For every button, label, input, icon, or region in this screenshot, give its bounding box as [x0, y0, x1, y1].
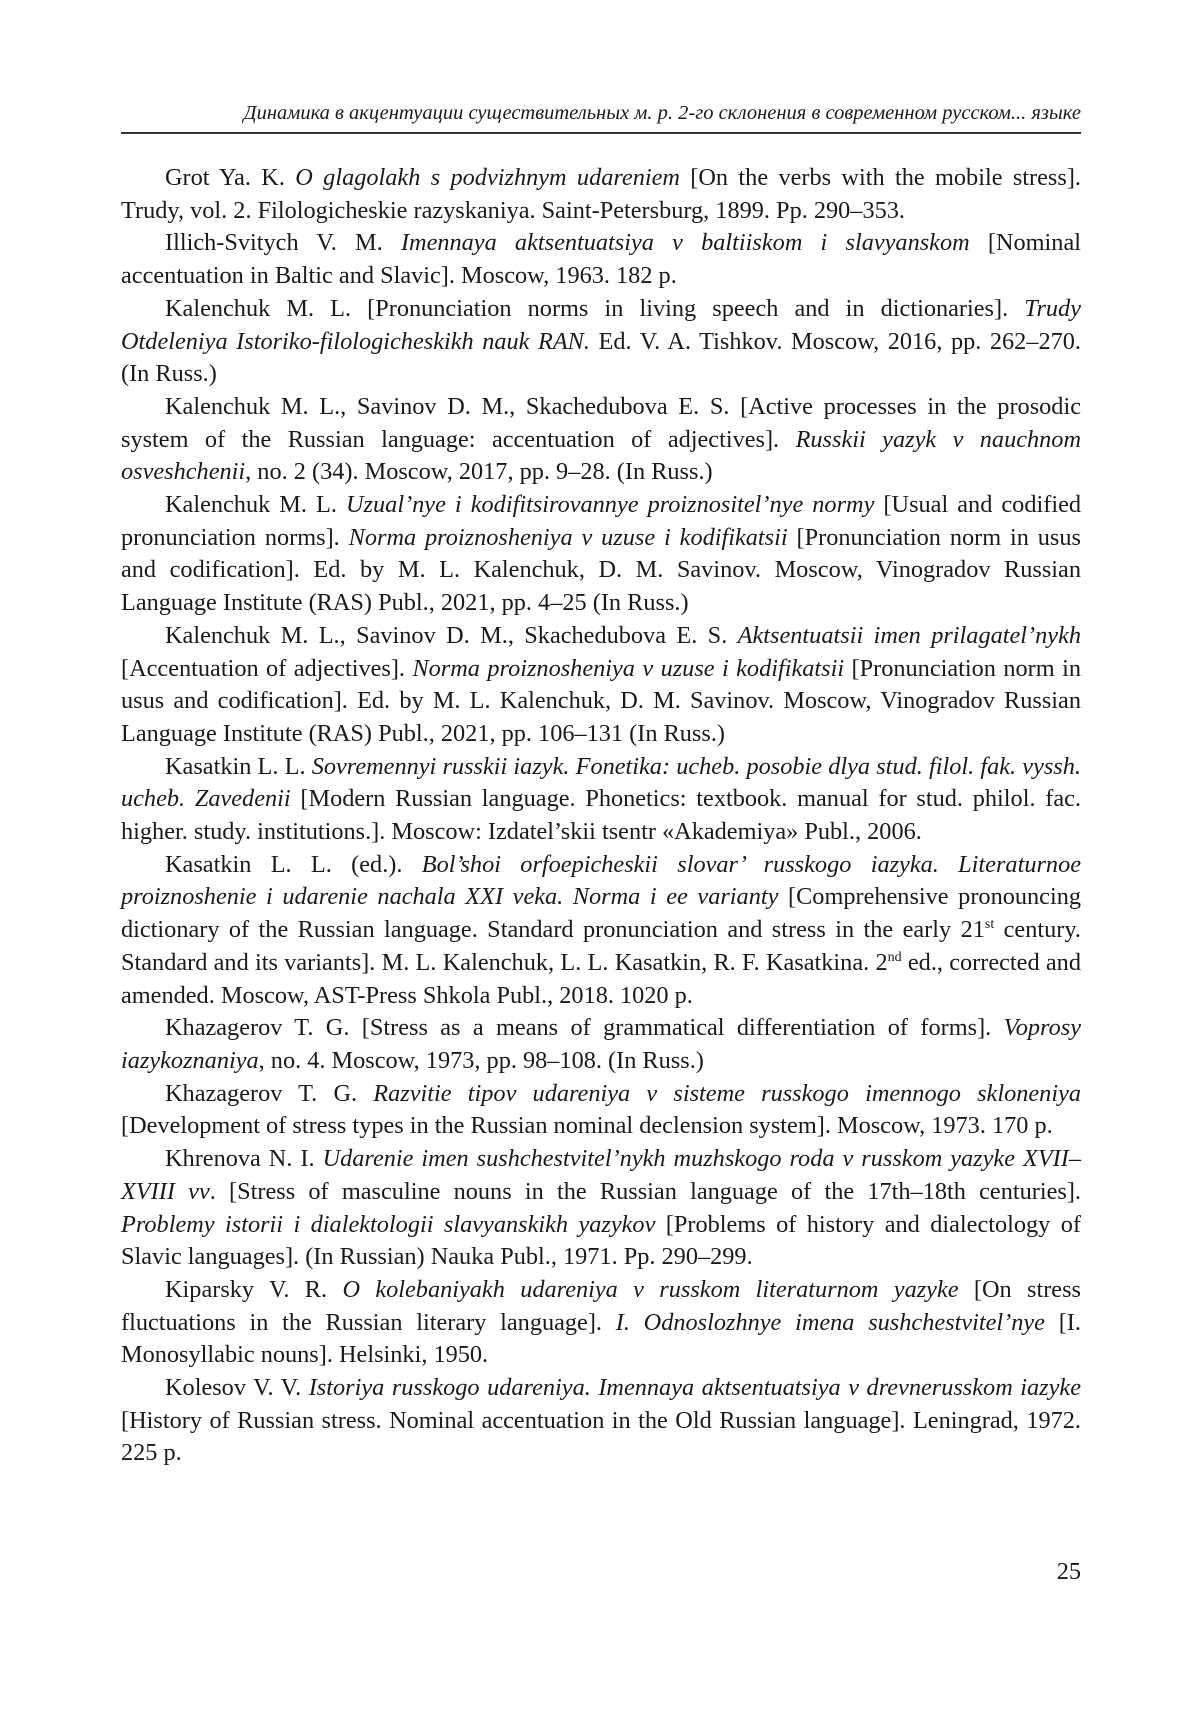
reference-entry [121, 620, 1081, 751]
ref-title: Bol’shoi orfoepicheskii slovar’ russkogo iazyka. Literaturnoe proiznoshenie i udarenie nachala XXI veka. Norma i ee varianty [121, 850, 1081, 911]
ref-title: Sovremennyi russkii iazyk. Fonetika: ucheb. posobie dlya stud. filol. fak. vyssh. ucheb. Zavedenii [121, 752, 1081, 813]
reference-list [121, 162, 1081, 1470]
reference-entry [121, 1012, 1081, 1077]
ref-title: Norma proiznosheniya v uzuse i kodifikatsii [412, 654, 845, 682]
ref-text: [Pronunciation norm in usus and codification]. Ed. by M. L. Kalenchuk, D. M. Savinov. Moscow, Vinogradov Russian Language Institute (RAS) Publ., 2021, pp. 4–25 (In Russ.) [121, 523, 1081, 617]
reference-entry [121, 1372, 1081, 1470]
ref-text: century. Standard and its variants]. M. L. Kalenchuk, L. L. Kasatkin, R. F. Kasatkina. 2 [121, 916, 1081, 976]
reference-entry [121, 1143, 1081, 1274]
ref-text: [Development of stress types in the Russian nominal declension system]. Moscow, 1973. 170 p. [121, 1112, 1053, 1140]
ref-text: [Modern Russian language. Phonetics: textbook. manual for stud. philol. fac. higher. study. institutions.]. Moscow: Izdatel’skii tsentr «Akademiya» Publ., 2006. [121, 785, 1081, 846]
reference-entry [121, 227, 1081, 292]
ref-title: O kolebaniyakh udareniya v russkom literaturnom yazyke [342, 1275, 959, 1303]
ref-text: Khazagerov T. G. [165, 1079, 374, 1107]
ref-title: Uzual’nye i kodifitsirovannye proiznositel’nye normy [346, 491, 875, 519]
reference-entry [121, 162, 1081, 227]
reference-entry [121, 1274, 1081, 1372]
ref-superscript: st [984, 917, 995, 933]
ref-title: Russkii yazyk v nauchnom osveshchenii [121, 425, 1081, 486]
reference-entry [121, 751, 1081, 849]
ref-title: Voprosy iazykoznaniya [121, 1014, 1081, 1074]
ref-title: Razvitie tipov udareniya v sisteme russkogo imennogo skloneniya [373, 1079, 1081, 1107]
ref-text: Ed. V. A. Tishkov. Moscow, 2016, pp. 262–270. (In Russ.) [121, 327, 1081, 388]
page-number: 25 [1056, 1558, 1081, 1585]
ref-title: Imennaya aktsentuatsiya v baltiiskom i slavyanskom [400, 229, 970, 257]
ref-text: Kasatkin L. L. [165, 752, 312, 780]
reference-entry [121, 1078, 1081, 1143]
ref-title: Trudy Otdeleniya Istoriko-filologicheskikh nauk RAN. [121, 294, 1081, 355]
ref-title: Aktsentuatsii imen prilagatel’nykh [737, 621, 1081, 649]
ref-text: [I. Monosyllabic nouns]. Helsinki, 1950. [121, 1308, 1081, 1369]
ref-text: Grot Ya. K. [165, 164, 296, 191]
ref-superscript: nd [887, 949, 902, 965]
ref-text: Khazagerov T. G. [Stress as a means of grammatical differentiation of forms]. [165, 1014, 1004, 1042]
ref-title: Istoriya russkogo udareniya. Imennaya aktsentuatsiya v drevnerusskom iazyke [308, 1374, 1081, 1402]
ref-title: Norma proiznosheniya v uzuse i kodifikatsii [348, 523, 788, 551]
reference-entry [121, 293, 1081, 391]
ref-text: [Usual and codified pronunciation norms]. [121, 491, 1082, 551]
ref-title: Udarenie imen sushchestvitel’nykh muzhskogo roda v russkom yazyke XVII–XVIII vv [121, 1145, 1081, 1205]
ref-text: Kalenchuk M. L. [165, 491, 347, 519]
ref-text: [Pronunciation norm in usus and codification]. Ed. by M. L. Kalenchuk, D. M. Savinov. Moscow, Vinogradov Russian Language Institute (RAS) Publ., 2021, pp. 106–131 (In Russ.) [121, 654, 1081, 747]
ref-title: O glagolakh s podvizhnym udareniem [295, 164, 680, 191]
ref-text: [On the verbs with the mobile stress]. Trudy, vol. 2. Filologicheskie razyskaniya. Saint-Petersburg, 1899. Pp. 290–353. [121, 164, 1081, 224]
ref-text: [On stress fluctuations in the Russian literary language]. [121, 1275, 1081, 1336]
ref-text: Khrenova N. I. [165, 1145, 323, 1173]
running-header: Динамика в акцентуации существительных м. р. 2-го склонения в современном русском... языке [121, 100, 1081, 134]
ref-text: Kalenchuk M. L., Savinov D. M., Skachedubova E. S. [165, 621, 738, 649]
ref-text: [Problems of history and dialectology of Slavic languages]. (In Russian) Nauka Publ., 1971. Pp. 290–299. [121, 1210, 1081, 1271]
ref-text: [History of Russian stress. Nominal accentuation in the Old Russian language]. Leningrad, 1972. 225 p. [121, 1406, 1081, 1467]
ref-text: ed., corrected and amended. Moscow, AST-Press Shkola Publ., 2018. 1020 p. [121, 948, 1081, 1009]
ref-text: Kasatkin L. L. (ed.). [165, 850, 422, 878]
ref-text: Kalenchuk M. L. [Pronunciation norms in living speech and in dictionaries]. [165, 294, 1025, 322]
ref-title: I. Odnoslozhnye imena sushchestvitel’nye [615, 1308, 1045, 1336]
ref-title: Problemy istorii i dialektologii slavyanskikh yazykov [121, 1210, 656, 1238]
ref-text: Kiparsky V. R. [165, 1275, 343, 1303]
reference-entry [121, 489, 1081, 620]
ref-text: . [Stress of masculine nouns in the Russian language of the 17th–18th centuries]. [209, 1177, 1081, 1205]
ref-text: Illich-Svitych V. M. [165, 229, 401, 257]
ref-text: , no. 2 (34). Moscow, 2017, pp. 9–28. (In Russ.) [245, 458, 713, 486]
ref-text: [Accentuation of adjectives]. [121, 654, 413, 682]
ref-text: [Comprehensive pronouncing dictionary of the Russian language. Standard pronunciation and stress in the early 21 [121, 883, 1081, 944]
ref-text: Kalenchuk M. L., Savinov D. M., Skachedubova E. S. [Active processes in the prosodic system of the Russian language: accentuation of adjectives]. [121, 392, 1081, 453]
reference-entry [121, 391, 1081, 489]
reference-entry [121, 849, 1081, 1013]
ref-text: , no. 4. Moscow, 1973, pp. 98–108. (In Russ.) [258, 1046, 704, 1074]
ref-text: [Nominal accentuation in Baltic and Slavic]. Moscow, 1963. 182 p. [121, 229, 1081, 290]
ref-text: Kolesov V. V. [165, 1374, 309, 1402]
